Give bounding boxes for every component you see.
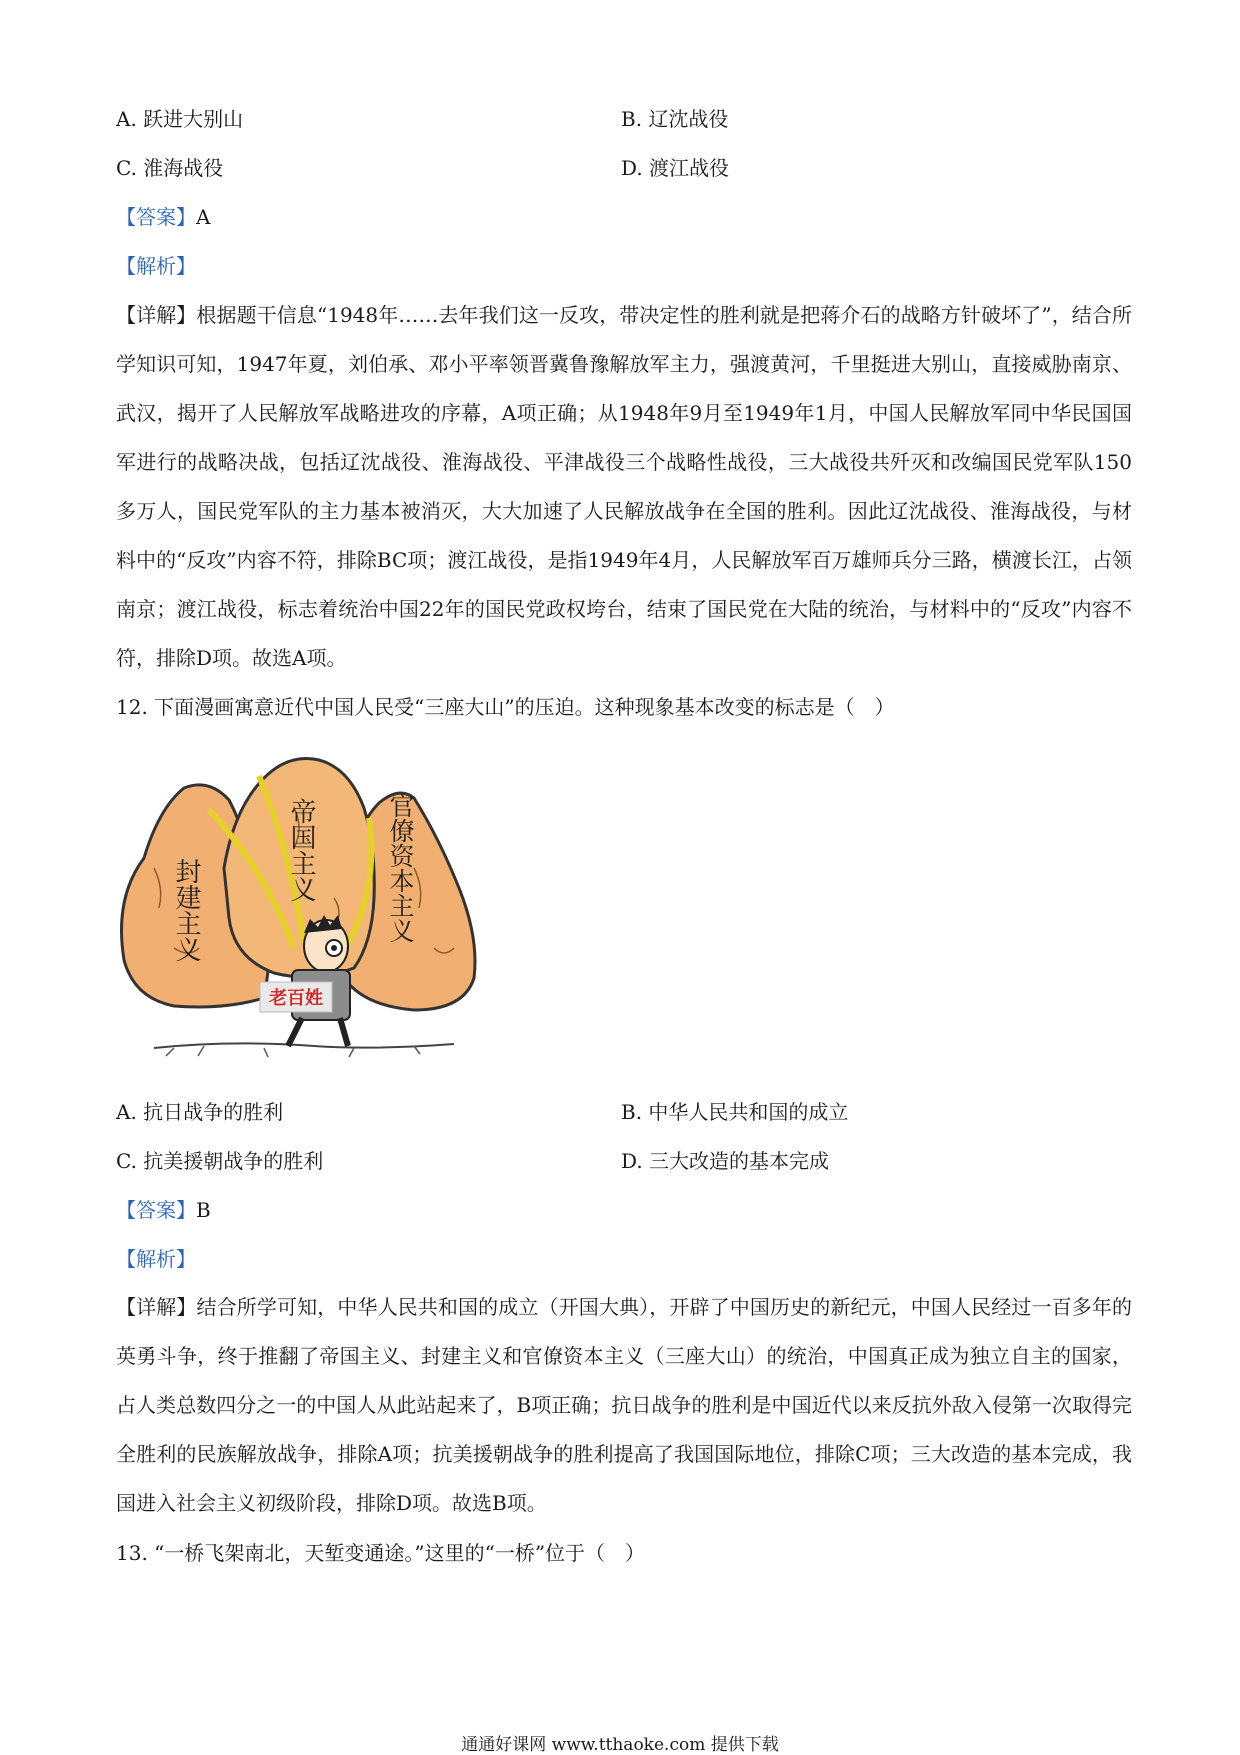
q12-option-a: A. 抗日战争的胜利: [116, 1100, 284, 1124]
answer-tag: 【答案】: [116, 1198, 196, 1222]
q12-option-b: B. 中华人民共和国的成立: [621, 1100, 849, 1124]
q13-stem: 13. “一桥飞架南北，天堑变通途。”这里的“一桥”位于（ ）: [116, 1541, 646, 1565]
q11-answer: [116, 205, 210, 229]
q11-option-d: D. 渡江战役: [621, 156, 730, 180]
detail-tag: 【详解】: [116, 303, 197, 327]
label-imperialism: 帝国主义: [287, 798, 317, 902]
q12-stem: 12. 下面漫画寓意近代中国人民受“三座大山”的压迫。这种现象基本改变的标志是（ ）: [116, 695, 895, 719]
q12-analysis-tag: 【解析】: [116, 1247, 196, 1271]
q12-option-c: C. 抗美援朝战争的胜利: [116, 1149, 324, 1173]
detail-tag: 【详解】: [116, 1295, 197, 1319]
q11-option-c: C. 淮海战役: [116, 156, 224, 180]
detail-text: 结合所学可知，中华人民共和国的成立（开国大典），开辟了中国历史的新纪元，中国人民经过一百多年的英勇斗争，终于推翻了帝国主义、封建主义和官僚资本主义（三座大山）的统治，中国真正成为独立自主的国家，占人类总数四分之一的中国人从此站起来了，B项正确；抗日战争的胜利是中国近代以来反抗外敌入侵第一次取得完全胜利的民族解放战争，排除A项；抗美援朝战争的胜利提高了我国国际地位，排除C项；三大改造的基本完成，我国进入社会主义初级阶段，排除D项。故选B项。: [116, 1295, 1133, 1515]
q11-detail: [116, 291, 1132, 683]
detail-text: 根据题干信息“1948年……去年我们这一反攻，带决定性的胜利就是把蒋介石的战略方针破坏了”，结合所学知识可知，1947年夏，刘伯承、邓小平率领晋冀鲁豫解放军主力，强渡黄河，千里挺进大别山，直接威胁南京、武汉，揭开了人民解放军战略进攻的序幕，A项正确；从1948年9月至1949年1月，中国人民解放军同中华民国国军进行的战略决战，包括辽沈战役、淮海战役、平津战役三个战略性战役，三大战役共歼灭和改编国民党军队150多万人，国民党军队的主力基本被消灭，大大加速了人民解放战争在全国的胜利。因此辽沈战役、淮海战役，与材料中的“反攻”内容不符，排除BC项；渡江战役，是指1949年4月，人民解放军百万雄师兵分三路，横渡长江，占领南京；渡江战役，标志着统治中国22年的国民党政权垮台，结束了国民党在大陆的统治，与材料中的“反攻”内容不符，排除D项。故选A项。: [116, 303, 1132, 670]
person-label: 老百姓: [269, 988, 323, 1008]
answer-value: A: [196, 205, 211, 229]
label-bureaucratic-capitalism: 官僚资本主义: [386, 793, 414, 943]
q12-answer: [116, 1198, 211, 1222]
answer-tag: 【答案】: [116, 205, 196, 229]
q11-option-b: B. 辽沈战役: [621, 107, 729, 131]
q11-analysis-tag: 【解析】: [116, 254, 196, 278]
page-footer: 通通好课网 www.tthaoke.com 提供下载: [461, 1735, 779, 1755]
three-mountains-cartoon: [114, 748, 486, 1066]
q11-option-a: A. 跃进大别山: [116, 107, 244, 131]
answer-value: B: [196, 1198, 211, 1222]
ground-line: [154, 1043, 454, 1048]
q12-detail: [116, 1283, 1132, 1528]
q12-option-d: D. 三大改造的基本完成: [621, 1149, 830, 1173]
label-feudalism: 封建主义: [172, 858, 202, 962]
